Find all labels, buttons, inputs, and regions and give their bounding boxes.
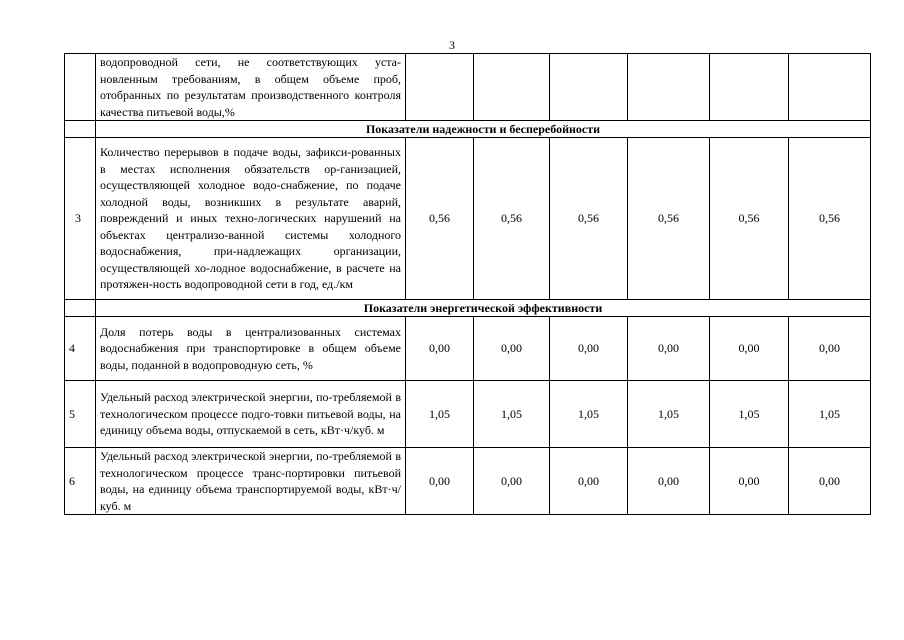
value-cell: 0,56	[789, 138, 871, 300]
row-number: 3	[65, 138, 96, 300]
indicator-description: Удельный расход электрической энергии, по-требляемой в технологическом процессе транс-портировки питьевой воды, на единицу объема транспортируемой воды, кВт·ч/куб. м	[96, 448, 406, 515]
row-number: 6	[65, 448, 96, 515]
value-cell	[406, 54, 474, 121]
value-cell: 0,56	[710, 138, 789, 300]
section-title: Показатели надежности и бесперебойности	[96, 121, 871, 138]
value-cell	[474, 54, 550, 121]
value-cell: 0,00	[474, 317, 550, 381]
page-number: 3	[449, 38, 455, 52]
value-cell: 0,00	[710, 317, 789, 381]
value-cell: 0,56	[474, 138, 550, 300]
indicator-description: Удельный расход электрической энергии, по-требляемой в технологическом процессе подго-товки питьевой воды, на единицу объема воды, отпускаемой в сеть, кВт·ч/куб. м	[96, 381, 406, 448]
section-number-cell	[65, 300, 96, 317]
row-number: 4	[65, 317, 96, 381]
value-cell: 0,00	[474, 448, 550, 515]
value-cell: 0,00	[628, 448, 710, 515]
value-cell: 1,05	[628, 381, 710, 448]
value-cell: 0,56	[550, 138, 628, 300]
row-number	[65, 54, 96, 121]
value-cell: 1,05	[474, 381, 550, 448]
value-cell: 0,00	[789, 448, 871, 515]
indicator-description: водопроводной сети, не соответствующих уста-новленным требованиям, в общем объеме проб, отобранных по результатам производственного контроля качества питьевой воды,%	[96, 54, 406, 121]
indicators-table	[64, 53, 871, 515]
section-number-cell	[65, 121, 96, 138]
value-cell: 0,00	[789, 317, 871, 381]
section-header-row	[65, 300, 871, 317]
value-cell: 0,00	[628, 317, 710, 381]
section-header-row	[65, 121, 871, 138]
value-cell: 0,56	[406, 138, 474, 300]
value-cell: 1,05	[406, 381, 474, 448]
value-cell: 1,05	[550, 381, 628, 448]
table-row	[65, 448, 871, 515]
section-title: Показатели энергетической эффективности	[96, 300, 871, 317]
value-cell: 0,00	[710, 448, 789, 515]
table-row	[65, 317, 871, 381]
value-cell: 1,05	[710, 381, 789, 448]
value-cell: 1,05	[789, 381, 871, 448]
indicator-description: Доля потерь воды в централизованных системах водоснабжения при транспортировке в общем объеме воды, поданной в водопроводную сеть, %	[96, 317, 406, 381]
value-cell: 0,00	[550, 448, 628, 515]
value-cell	[628, 54, 710, 121]
table-row	[65, 54, 871, 121]
indicator-description: Количество перерывов в подаче воды, зафикси-рованных в местах исполнения обязательств ор-ганизацией, осуществляющей холодное водо-снабжение, по подаче холодной воды, возникших в результате аварий, повреждений и иных техно-логических нарушений на объектах централизо-ванной системы холодного водоснабжения, при-надлежащих организации, осуществляющей хо-лодное водоснабжение, в расчете на протяжен-ность водопроводной сети в год, ед./км	[96, 138, 406, 300]
value-cell: 0,56	[628, 138, 710, 300]
row-number: 5	[65, 381, 96, 448]
value-cell	[550, 54, 628, 121]
value-cell: 0,00	[406, 317, 474, 381]
table-row	[65, 138, 871, 300]
value-cell	[789, 54, 871, 121]
table-row	[65, 381, 871, 448]
value-cell	[710, 54, 789, 121]
value-cell: 0,00	[406, 448, 474, 515]
value-cell: 0,00	[550, 317, 628, 381]
